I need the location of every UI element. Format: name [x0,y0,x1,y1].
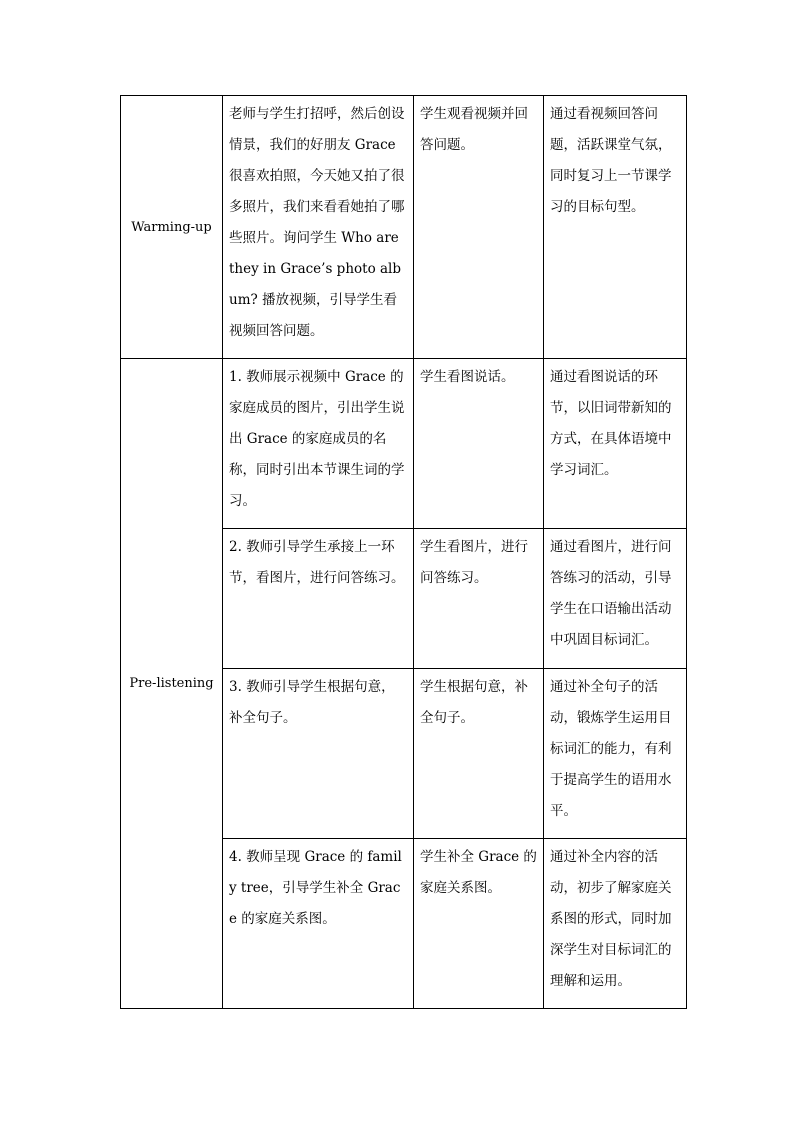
purpose-cell: 通过补全句子的活动，锻炼学生运用目标词汇的能力，有利于提高学生的语用水平。 [544,669,687,839]
teacher-activity-cell: 4. 教师呈现 Grace 的 family tree，引导学生补全 Grace 的家庭关系图。 [223,839,414,1009]
purpose-cell: 通过补全内容的活动，初步了解家庭关系图的形式，同时加深学生对目标词汇的理解和运用。 [544,839,687,1009]
teacher-activity-cell: 3. 教师引导学生根据句意，补全句子。 [223,669,414,839]
purpose-cell: 通过看图说话的环节，以旧词带新知的方式，在具体语境中学习词汇。 [544,359,687,529]
teacher-activity-cell: 1. 教师展示视频中 Grace 的家庭成员的图片，引出学生说出 Grace 的家庭成员的名称，同时引出本节课生词的学习。 [223,359,414,529]
stage-pre-listening: Pre-listening [121,359,223,1009]
student-activity-cell: 学生看图片，进行问答练习。 [414,529,544,669]
purpose-cell: 通过看视频回答问题，活跃课堂气氛，同时复习上一节课学习的目标句型。 [544,96,687,359]
teacher-activity-cell: 2. 教师引导学生承接上一环节，看图片，进行问答练习。 [223,529,414,669]
student-activity-cell: 学生观看视频并回答问题。 [414,96,544,359]
teacher-activity-cell: 老师与学生打招呼，然后创设情景，我们的好朋友 Grace 很喜欢拍照，今天她又拍了很多照片，我们来看看她拍了哪些照片。询问学生 Who are they in Grace’s photo album? 播放视频，引导学生看视频回答问题。 [223,96,414,359]
student-activity-cell: 学生根据句意，补全句子。 [414,669,544,839]
student-activity-cell: 学生看图说话。 [414,359,544,529]
purpose-cell: 通过看图片，进行问答练习的活动，引导学生在口语输出活动中巩固目标词汇。 [544,529,687,669]
table-row [121,96,687,359]
lesson-plan-table [120,95,687,1009]
table-row [121,359,687,529]
stage-warming-up: Warming-up [121,96,223,359]
student-activity-cell: 学生补全 Grace 的家庭关系图。 [414,839,544,1009]
